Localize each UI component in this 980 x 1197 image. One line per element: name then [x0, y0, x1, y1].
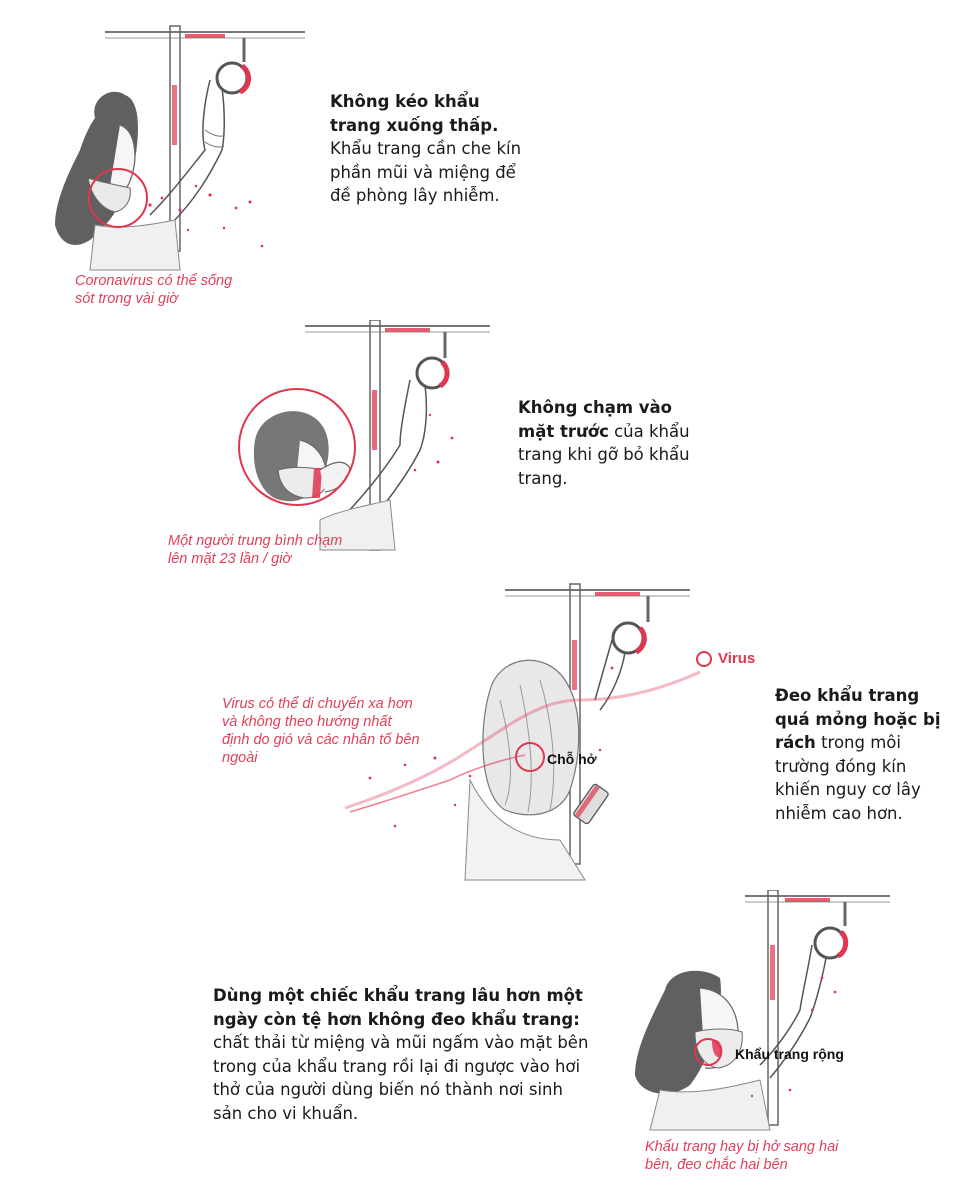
panel-3-body: trong môi trường đóng kín khiến nguy cơ lây nhiễm cao hơn. [775, 733, 921, 823]
panel-3-caption: Virus có thể di chuyển xa hơn và không theo hướng nhất định do gió và các nhân tố bên ngoài [222, 696, 420, 766]
panel-4-caption: Khẩu trang hay bị hở sang hai bên, đeo chắc hai bên [645, 1139, 839, 1173]
loose-mask-label: Khẩu trang rộng [735, 1046, 844, 1062]
panel-4-heading: Dùng một chiếc khẩu trang lâu hơn một ngày còn tệ hơn không đeo khẩu trang: [213, 986, 583, 1029]
panel-1-body: Khẩu trang cần che kín phần mũi và miệng để đề phòng lây nhiễm. [330, 139, 522, 205]
panel-4-text [213, 984, 593, 1125]
panel-3-heading: Đeo khẩu trang quá mỏng hoặc bị rách [775, 686, 941, 752]
panel-2-caption: Một người trung bình chạm lên mặt 23 lần / giờ [168, 533, 343, 567]
panel-2 [0, 320, 980, 580]
gap-label: Chỗ hở [547, 751, 597, 767]
panel-4-body: chất thải từ miệng và mũi ngấm vào mặt bên trong của khẩu trang rồi lại đi ngược vào hơi thở của người dùng biến nó thành nơi sinh sản cho vi khuẩn. [213, 1033, 589, 1123]
panel-1 [0, 0, 980, 320]
panel-3 [0, 580, 980, 890]
virus-label: Virus [718, 650, 756, 667]
panel-4 [0, 890, 980, 1197]
panel-2-heading: Không chạm vào mặt trước [518, 398, 672, 441]
panel-1-heading: Không kéo khẩu trang xuống thấp. [330, 92, 499, 135]
panel-1-caption: Coronavirus có thể sống sót trong vài giờ [75, 273, 233, 307]
panel-3-text [775, 684, 955, 825]
panel-2-text [518, 396, 698, 490]
panel-1-text [330, 90, 530, 208]
panel-2-body: của khẩu trang khi gỡ bỏ khẩu trang. [518, 421, 690, 488]
